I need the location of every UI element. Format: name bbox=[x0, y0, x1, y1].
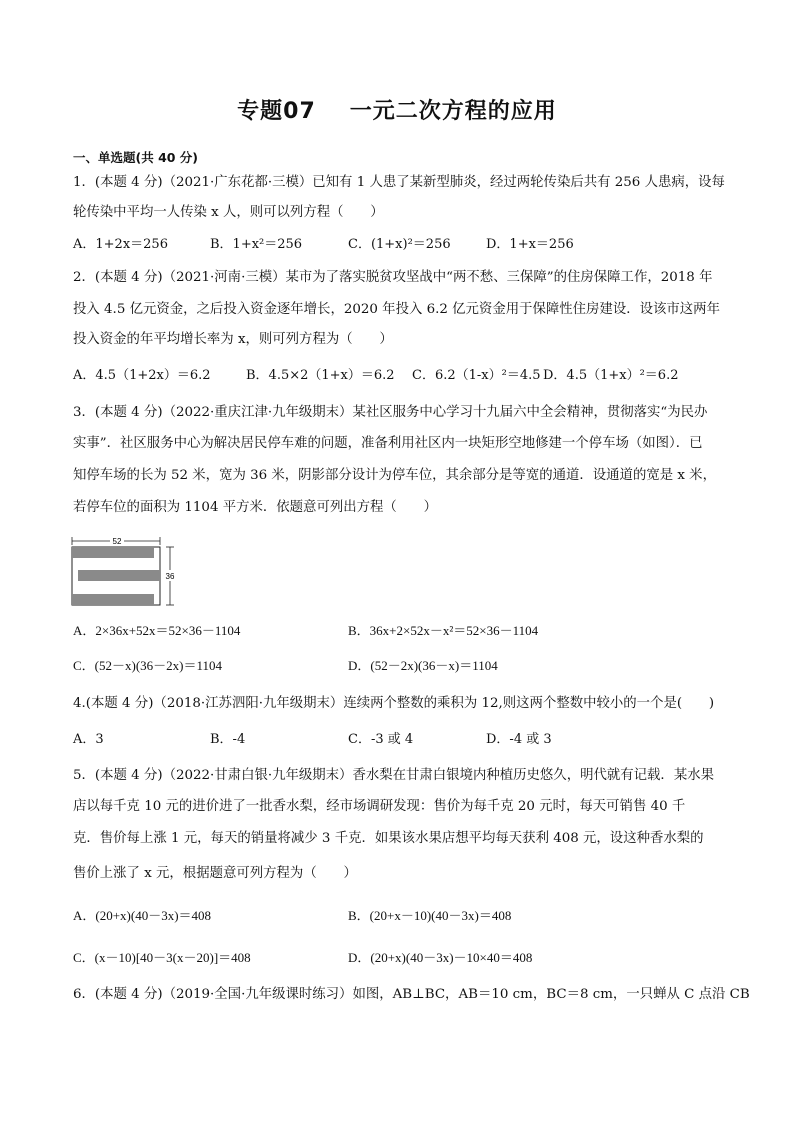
parking-lot-figure bbox=[70, 535, 180, 610]
q4-option-c: C．-3 或 4 bbox=[348, 732, 414, 747]
q3-option-a: A．2×36x+52x＝52×36－1104 bbox=[73, 623, 241, 638]
parking-band-bottom bbox=[72, 594, 154, 605]
q3-line1: 3．(本题 4 分)（2022·重庆江津·九年级期末）某社区服务中心学习十九届六中全会精神，贯彻落实“为民办 bbox=[73, 405, 708, 420]
q4-line1: 4.(本题 4 分)（2018·江苏泗阳·九年级期末）连续两个整数的乘积为 12,则这两个整数中较小的一个是( ) bbox=[73, 696, 715, 711]
q2-line1: 2．(本题 4 分)（2021·河南·三模）某市为了落实脱贫攻坚战中“两不愁、三保障”的住房保障工作，2018 年 bbox=[73, 270, 713, 285]
q1-option-d: D．1+x＝256 bbox=[486, 237, 574, 252]
parking-band-top bbox=[72, 547, 154, 558]
q1-option-c: C．(1+x)²＝256 bbox=[348, 237, 451, 252]
q3-option-b: B．36x+2×52x－x²＝52×36－1104 bbox=[348, 623, 539, 638]
q5-option-b: B．(20+x－10)(40－3x)＝408 bbox=[348, 908, 512, 923]
length-label: 52 bbox=[112, 537, 122, 546]
q4-option-a: A．3 bbox=[73, 732, 104, 747]
q2-option-c: C．6.2（1-x）²＝4.5 bbox=[412, 368, 541, 383]
q1-option-b: B．1+x²＝256 bbox=[210, 237, 303, 252]
page-title bbox=[0, 94, 794, 125]
q5-line1: 5．(本题 4 分)（2022·甘肃白银·九年级期末）香水梨在甘肃白银境内种植历史悠久，明代就有记载．某水果 bbox=[73, 768, 714, 783]
q2-option-a: A．4.5（1+2x）＝6.2 bbox=[73, 368, 211, 383]
q1-option-a: A．1+2x＝256 bbox=[73, 237, 168, 252]
q5-option-a: A．(20+x)(40－3x)＝408 bbox=[73, 908, 212, 923]
q6-line1: 6．(本题 4 分)（2019·全国·九年级课时练习）如图，AB⊥BC，AB＝10 cm，BC＝8 cm，一只蝉从 C 点沿 CB bbox=[73, 987, 750, 1002]
q4-option-d: D．-4 或 3 bbox=[486, 732, 552, 747]
section-heading: 一、单选题(共 40 分) bbox=[73, 150, 199, 165]
q2-option-d: D．4.5（1+x）²＝6.2 bbox=[543, 368, 679, 383]
q5-option-c: C．(x－10)[40－3(x－20)]＝408 bbox=[73, 950, 251, 965]
q2-line3: 投入资金的年平均增长率为 x，则可列方程为（ ） bbox=[73, 332, 393, 347]
parking-band-middle bbox=[78, 570, 160, 581]
q2-option-b: B．4.5×2（1+x）＝6.2 bbox=[246, 368, 395, 383]
q2-line2: 投入 4.5 亿元资金，之后投入资金逐年增长，2020 年投入 6.2 亿元资金用于保障性住房建设．设该市这两年 bbox=[73, 302, 720, 317]
q5-line3: 克．售价每上涨 1 元，每天的销量将减少 3 千克．如果该水果店想平均每天获利 408 元，设这种香水梨的 bbox=[73, 831, 704, 846]
width-label: 36 bbox=[165, 572, 175, 581]
title-main: 一元二次方程的应用 bbox=[349, 99, 557, 124]
q5-line4: 售价上涨了 x 元，根据题意可列方程为（ ） bbox=[73, 866, 357, 881]
q3-line4: 若停车位的面积为 1104 平方米．依题意可列出方程（ ） bbox=[73, 500, 437, 515]
q3-option-c: C．(52－x)(36－2x)＝1104 bbox=[73, 658, 223, 673]
q3-line2: 实事”．社区服务中心为解决居民停车难的问题，准备利用社区内一块矩形空地修建一个停车场（如图）．已 bbox=[73, 436, 703, 451]
q3-line3: 知停车场的长为 52 米，宽为 36 米，阴影部分设计为停车位，其余部分是等宽的通道．设通道的宽是 x 米， bbox=[73, 468, 716, 483]
q4-option-b: B．-4 bbox=[210, 732, 246, 747]
q5-option-d: D．(20+x)(40－3x)－10×40＝408 bbox=[348, 950, 533, 965]
q1-line1: 1．(本题 4 分)（2021·广东花都·三模）已知有 1 人患了某新型肺炎，经过两轮传染后共有 256 人患病，设每 bbox=[73, 175, 725, 190]
q3-option-d: D．(52－2x)(36－x)＝1104 bbox=[348, 658, 498, 673]
q1-line2: 轮传染中平均一人传染 x 人，则可以列方程（ ） bbox=[73, 205, 384, 220]
q5-line2: 店以每千克 10 元的进价进了一批香水梨，经市场调研发现：售价为每千克 20 元时，每天可销售 40 千 bbox=[73, 799, 686, 814]
title-prefix: 专题07 bbox=[237, 99, 316, 124]
